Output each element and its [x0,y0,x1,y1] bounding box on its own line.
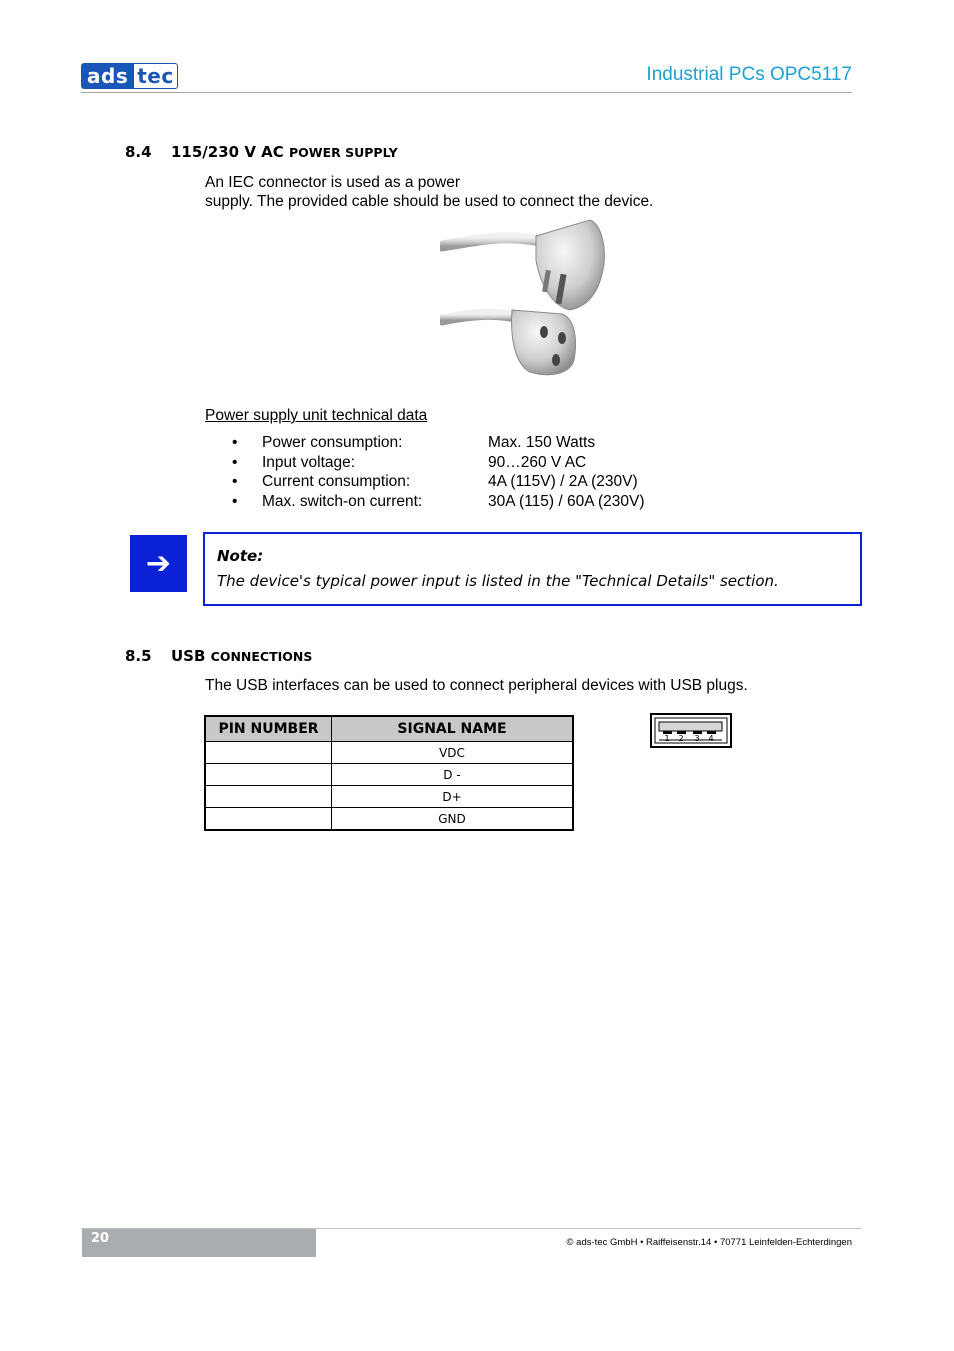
table-row [205,764,573,786]
section-number: 8.5 [125,647,152,665]
column-header-pin: PIN NUMBER [205,716,332,742]
spec-row [232,454,752,474]
table-row [205,808,573,831]
section-heading-8-5 [125,647,312,665]
note-box [203,532,862,606]
bullet-icon: • [232,473,238,491]
power-intro-line2: supply. The provided cable should be used to connect the device. [205,193,654,210]
page-number-box [82,1229,316,1257]
note-title: Note: [217,547,264,565]
section-title-small: CONNECTIONS [210,649,313,664]
table-row [205,742,573,764]
bullet-icon: • [232,453,238,471]
spec-row [232,473,752,493]
pin-cell [205,742,332,764]
power-cable-image [440,214,610,386]
section-title-main: 115/230 V AC [171,143,284,161]
signal-cell: D - [332,764,574,786]
note-text: The device's typical power input is listed in the "Technical Details" section. [217,572,779,590]
power-intro-line1: An IEC connector is used as a power [205,174,461,191]
pin-cell [205,764,332,786]
table-row [205,786,573,808]
column-header-signal: SIGNAL NAME [332,716,574,742]
spec-row [232,434,752,454]
pin-cell [205,786,332,808]
logo-left-text: ads [81,63,133,89]
spec-label: Input voltage: [262,453,356,471]
spec-value: 90…260 V AC [488,453,587,471]
spec-row [232,493,752,513]
bullet-icon: • [232,493,238,511]
spec-label: Current consumption: [262,473,411,491]
usb-pin-label: 2 [678,734,684,743]
usb-pin-label: 4 [708,734,714,743]
signal-cell: GND [332,808,574,831]
usb-pin-label: 1 [664,734,670,743]
usb-connector-icon [650,713,732,748]
usb-pin-table [204,715,574,831]
signal-cell: D+ [332,786,574,808]
copyright-text: © ads-tec GmbH • Raiffeisenstr.14 • 70771 Leinfelden-Echterdingen [566,1237,852,1248]
table-header-row [205,716,573,742]
document-title: Industrial PCs OPC5117 [646,64,852,85]
usb-pin-label: 3 [694,734,700,743]
power-spec-list [232,434,752,513]
spec-label: Power consumption: [262,434,403,451]
spec-value: 30A (115) / 60A (230V) [488,493,645,511]
spec-value: 4A (115V) / 2A (230V) [488,473,638,491]
section-heading-8-4 [125,143,398,161]
spec-label: Max. switch-on current: [262,493,423,511]
signal-cell: VDC [332,742,574,764]
usb-intro: The USB interfaces can be used to connect peripheral devices with USB plugs. [205,677,748,694]
bullet-icon: • [232,434,238,451]
pin-cell [205,808,332,831]
arrow-right-icon: ➔ [130,535,187,592]
section-number: 8.4 [125,143,152,161]
section-title-main: USB [171,647,206,665]
section-title-small: POWER SUPPLY [289,145,398,160]
ads-tec-logo [81,63,178,89]
spec-value: Max. 150 Watts [488,434,596,451]
header-divider [81,92,852,93]
specs-heading: Power supply unit technical data [205,407,428,424]
logo-right-text: tec [133,63,177,89]
page-number: 20 [91,1231,110,1246]
